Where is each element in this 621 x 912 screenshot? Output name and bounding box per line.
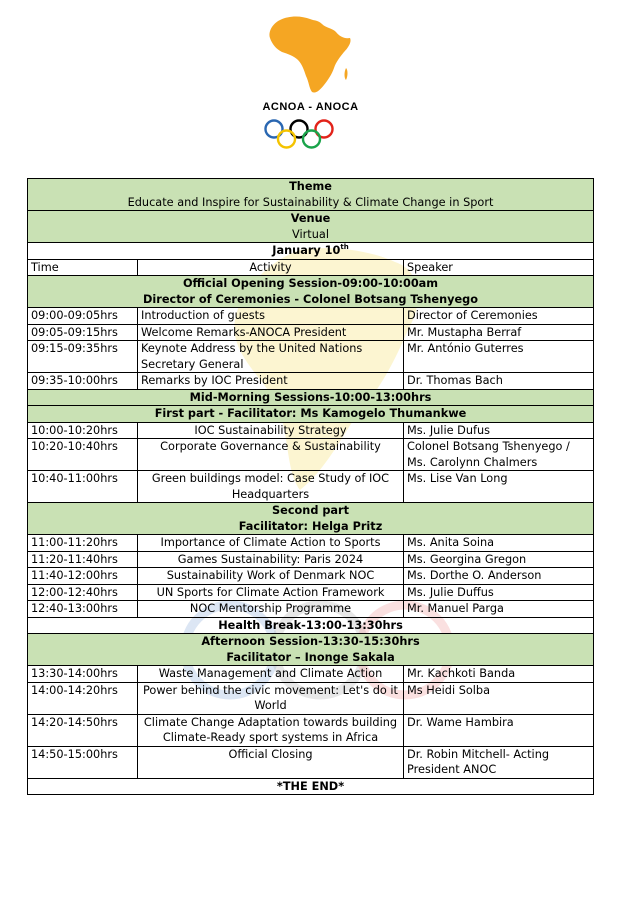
table-row bbox=[28, 535, 594, 552]
row-time: 09:15-09:35hrs bbox=[28, 341, 138, 373]
first-part-title: First part - Facilitator: Ms Kamogelo Thumankwe bbox=[28, 406, 594, 423]
row-activity: Official Closing bbox=[138, 746, 404, 778]
afternoon-title: Afternoon Session-13:30-15:30hrs bbox=[201, 635, 420, 648]
row-time: 14:00-14:20hrs bbox=[28, 682, 138, 714]
row-activity: Waste Management and Climate Action bbox=[138, 666, 404, 683]
row-speaker: Ms. Lise Van Long bbox=[404, 471, 594, 503]
row-activity: Climate Change Adaptation towards building Climate-Ready sport systems in Africa bbox=[138, 714, 404, 746]
row-speaker: Mr. Mustapha Berraf bbox=[404, 324, 594, 341]
col-header-time: Time bbox=[28, 259, 138, 276]
row-time: 11:20-11:40hrs bbox=[28, 551, 138, 568]
second-part-header bbox=[28, 503, 594, 535]
row-time: 12:40-13:00hrs bbox=[28, 601, 138, 618]
row-activity: Games Sustainability: Paris 2024 bbox=[138, 551, 404, 568]
row-speaker: Mr. António Guterres bbox=[404, 341, 594, 373]
row-speaker: Ms. Anita Soina bbox=[404, 535, 594, 552]
row-time: 09:05-09:15hrs bbox=[28, 324, 138, 341]
row-time: 11:00-11:20hrs bbox=[28, 535, 138, 552]
table-row bbox=[28, 471, 594, 503]
table-row bbox=[28, 601, 594, 618]
row-speaker: Ms Heidi Solba bbox=[404, 682, 594, 714]
row-time: 13:30-14:00hrs bbox=[28, 666, 138, 683]
row-activity: Remarks by IOC President bbox=[138, 373, 404, 390]
table-row bbox=[28, 746, 594, 778]
venue-value: Virtual bbox=[292, 227, 329, 241]
africa-map-icon bbox=[262, 12, 362, 97]
venue-label: Venue bbox=[290, 212, 331, 225]
row-time: 09:00-09:05hrs bbox=[28, 308, 138, 325]
opening-title: Official Opening Session-09:00-10:00am bbox=[182, 277, 439, 290]
venue-row bbox=[28, 211, 594, 243]
row-speaker: Mr. Kachkoti Banda bbox=[404, 666, 594, 683]
row-speaker: Ms. Dorthe O. Anderson bbox=[404, 568, 594, 585]
row-activity: NOC Mentorship Programme bbox=[138, 601, 404, 618]
row-time: 12:00-12:40hrs bbox=[28, 584, 138, 601]
row-time: 09:35-10:00hrs bbox=[28, 373, 138, 390]
table-row bbox=[28, 373, 594, 390]
row-activity: Sustainability Work of Denmark NOC bbox=[138, 568, 404, 585]
row-time: 10:20-10:40hrs bbox=[28, 439, 138, 471]
theme-label: Theme bbox=[289, 180, 332, 193]
row-speaker: Director of Ceremonies bbox=[404, 308, 594, 325]
health-break: Health Break-13:00-13:30hrs bbox=[28, 617, 594, 634]
table-row bbox=[28, 568, 594, 585]
date-row bbox=[28, 243, 594, 260]
theme-value: Educate and Inspire for Sustainability & Climate Change in Sport bbox=[127, 195, 494, 209]
row-activity: Introduction of guests bbox=[138, 308, 404, 325]
opening-header bbox=[28, 276, 594, 308]
row-speaker: Dr. Wame Hambira bbox=[404, 714, 594, 746]
table-row bbox=[28, 341, 594, 373]
agenda-table bbox=[27, 178, 594, 795]
row-speaker: Mr. Manuel Parga bbox=[404, 601, 594, 618]
second-part-facilitator: Facilitator: Helga Pritz bbox=[238, 519, 383, 533]
date-main: January 10 bbox=[272, 244, 341, 257]
table-row bbox=[28, 682, 594, 714]
row-speaker: Colonel Botsang Tshenyego / Ms. Carolynn Chalmers bbox=[404, 439, 594, 471]
mid-morning-title: Mid-Morning Sessions-10:00-13:00hrs bbox=[28, 389, 594, 406]
table-row bbox=[28, 714, 594, 746]
row-time: 10:40-11:00hrs bbox=[28, 471, 138, 503]
table-row bbox=[28, 422, 594, 439]
header bbox=[0, 0, 621, 178]
row-activity: Corporate Governance & Sustainability bbox=[138, 439, 404, 471]
row-activity: UN Sports for Climate Action Framework bbox=[138, 584, 404, 601]
table-row bbox=[28, 439, 594, 471]
second-part-title: Second part bbox=[272, 504, 350, 517]
row-time: 14:50-15:00hrs bbox=[28, 746, 138, 778]
row-speaker: Ms. Georgina Gregon bbox=[404, 551, 594, 568]
row-speaker: Dr. Robin Mitchell- Acting President ANOC bbox=[404, 746, 594, 778]
row-activity: Green buildings model: Case Study of IOC Headquarters bbox=[138, 471, 404, 503]
row-time: 11:40-12:00hrs bbox=[28, 568, 138, 585]
afternoon-header bbox=[28, 634, 594, 666]
theme-row bbox=[28, 179, 594, 211]
row-activity: Importance of Climate Action to Sports bbox=[138, 535, 404, 552]
table-row bbox=[28, 551, 594, 568]
row-activity: IOC Sustainability Strategy bbox=[138, 422, 404, 439]
col-header-activity: Activity bbox=[138, 259, 404, 276]
row-time: 14:20-14:50hrs bbox=[28, 714, 138, 746]
row-activity: Keynote Address by the United Nations Secretary General bbox=[138, 341, 404, 373]
olympic-rings-icon bbox=[263, 118, 335, 152]
table-row bbox=[28, 308, 594, 325]
row-speaker: Dr. Thomas Bach bbox=[404, 373, 594, 390]
row-activity: Power behind the civic movement: Let's do it World bbox=[138, 682, 404, 714]
table-row bbox=[28, 666, 594, 683]
row-time: 10:00-10:20hrs bbox=[28, 422, 138, 439]
org-name: ACNOA - ANOCA bbox=[262, 101, 359, 113]
date-suffix: th bbox=[340, 243, 349, 252]
table-row bbox=[28, 324, 594, 341]
opening-director: Director of Ceremonies - Colonel Botsang Tshenyego bbox=[143, 292, 478, 306]
row-speaker: Ms. Julie Duffus bbox=[404, 584, 594, 601]
afternoon-facilitator: Facilitator – Inonge Sakala bbox=[226, 650, 395, 664]
the-end: *THE END* bbox=[28, 778, 594, 795]
row-activity: Welcome Remarks-ANOCA President bbox=[138, 324, 404, 341]
col-header-speaker: Speaker bbox=[404, 259, 594, 276]
table-row bbox=[28, 584, 594, 601]
row-speaker: Ms. Julie Dufus bbox=[404, 422, 594, 439]
